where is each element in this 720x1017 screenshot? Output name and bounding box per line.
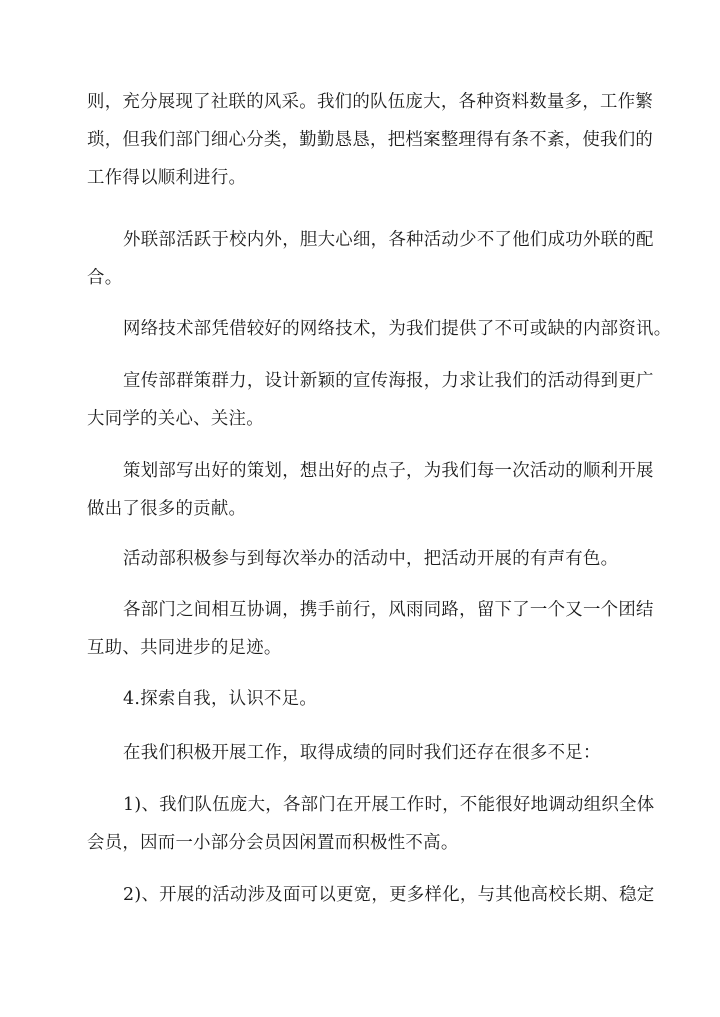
text-line: 1)、我们队伍庞大，各部门在开展工作时，不能很好地调动组织全体: [123, 795, 655, 815]
paragraph-network-tech: [87, 310, 672, 348]
text-line: 策划部写出好的策划，想出好的点子，为我们每一次活动的顺利开展: [123, 461, 654, 481]
list-item-shortcoming-1: [87, 786, 655, 862]
text-line: 2)、开展的活动涉及面可以更宽，更多样化，与其他高校长期、稳定: [123, 885, 655, 905]
text-line: 活动部积极参与到每次举办的活动中，把活动开展的有声有色。: [123, 549, 619, 569]
text-line: 则，充分展现了社联的风采。我们的队伍庞大，各种资料数量多，工作繁: [87, 92, 654, 112]
text-line: 合。: [87, 268, 123, 288]
section-heading-self-exploration: [87, 680, 633, 718]
text-line: 宣传部群策群力，设计新颖的宣传海报，力求让我们的活动得到更广: [123, 371, 654, 391]
text-line: 在我们积极开展工作，取得成绩的同时我们还存在很多不足：: [123, 743, 601, 763]
paragraph-activities: [87, 540, 633, 578]
paragraph-planning: [87, 452, 654, 528]
paragraph-archive-work: [87, 83, 654, 197]
paragraph-external-relations: [87, 221, 654, 297]
paragraph-publicity: [87, 362, 654, 438]
text-line: 外联部活跃于校内外，胆大心细，各种活动少不了他们成功外联的配: [123, 230, 654, 250]
text-line: 做出了很多的贡献。: [87, 499, 247, 519]
text-line: 会员，因而一小部分会员因闲置而积极性不高。: [87, 833, 459, 853]
text-line: 各部门之间相互协调，携手前行，风雨同路，留下了一个又一个团结: [123, 600, 654, 620]
list-item-shortcoming-2: [87, 876, 655, 914]
text-line: 4.探索自我，认识不足。: [123, 689, 318, 709]
paragraph-shortcomings-intro: [87, 734, 633, 772]
text-line: 大同学的关心、关注。: [87, 409, 264, 429]
text-line: 网络技术部凭借较好的网络技术，为我们提供了不可或缺的内部资讯。: [123, 319, 672, 339]
text-line: 工作得以顺利进行。: [87, 168, 247, 188]
text-line: 互助、共同进步的足迹。: [87, 638, 282, 658]
paragraph-cooperation: [87, 591, 654, 667]
text-line: 琐，但我们部门细心分类，勤勤恳恳，把档案整理得有条不紊，使我们的: [87, 130, 654, 150]
